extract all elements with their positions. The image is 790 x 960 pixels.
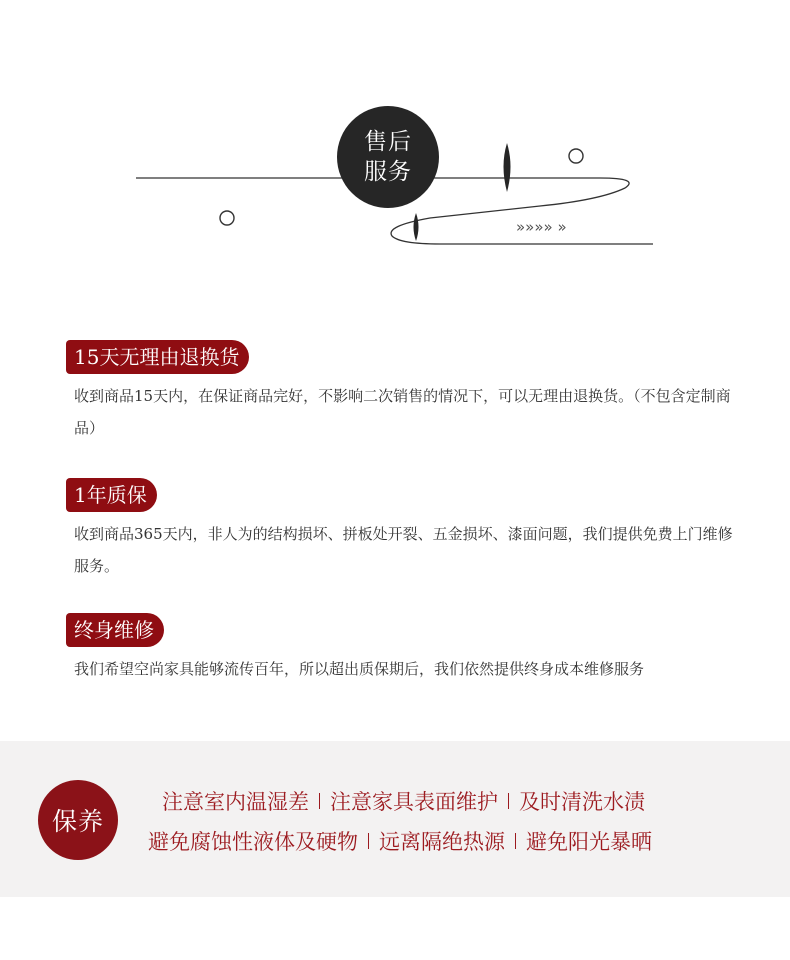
hero-leaf-lower — [414, 213, 419, 241]
section-title: 终身维修 — [66, 613, 164, 647]
care-tip: 避免阳光暴晒 — [526, 830, 652, 854]
section-description: 我们希望空尚家具能够流传百年，所以超出质保期后，我们依然提供终身成本维修服务 — [74, 660, 645, 678]
hero-arrows: »»»» » — [516, 218, 567, 236]
care-divider — [515, 833, 516, 849]
care-badge: 保养 — [38, 780, 118, 860]
section-title: 15天无理由退换货 — [66, 340, 249, 374]
care-tip: 避免腐蚀性液体及硬物 — [148, 830, 358, 854]
care-divider — [319, 793, 320, 809]
hero-leaf-upper — [504, 143, 511, 192]
care-band — [0, 741, 790, 897]
after-sales-badge-line2: 服务 — [364, 159, 412, 185]
care-row-2 — [148, 821, 768, 861]
section-warranty — [66, 478, 746, 582]
after-sales-badge-line1: 售后 — [364, 129, 412, 155]
section-lifetime-repair — [66, 613, 746, 685]
after-sales-badge — [337, 106, 439, 208]
care-tips — [148, 781, 768, 861]
care-tip: 及时清洗水渍 — [519, 790, 645, 814]
section-return-policy — [66, 340, 746, 444]
care-row-1 — [148, 781, 768, 821]
care-tip: 注意家具表面维护 — [330, 790, 498, 814]
care-divider — [508, 793, 509, 809]
care-tip: 注意室内温湿差 — [162, 790, 309, 814]
section-description: 收到商品365天内，非人为的结构损坏、拼板处开裂、五金损坏、漆面问题，我们提供免费上门维修服务。 — [74, 525, 733, 575]
hero-circle-left — [220, 211, 234, 225]
care-divider — [368, 833, 369, 849]
care-tip: 远离隔绝热源 — [379, 830, 505, 854]
section-description: 收到商品15天内，在保证商品完好，不影响二次销售的情况下，可以无理由退换货。（不包含定制商品） — [74, 387, 731, 437]
hero-circle-right — [569, 149, 583, 163]
section-title: 1年质保 — [66, 478, 157, 512]
hero-decoration — [0, 0, 790, 300]
